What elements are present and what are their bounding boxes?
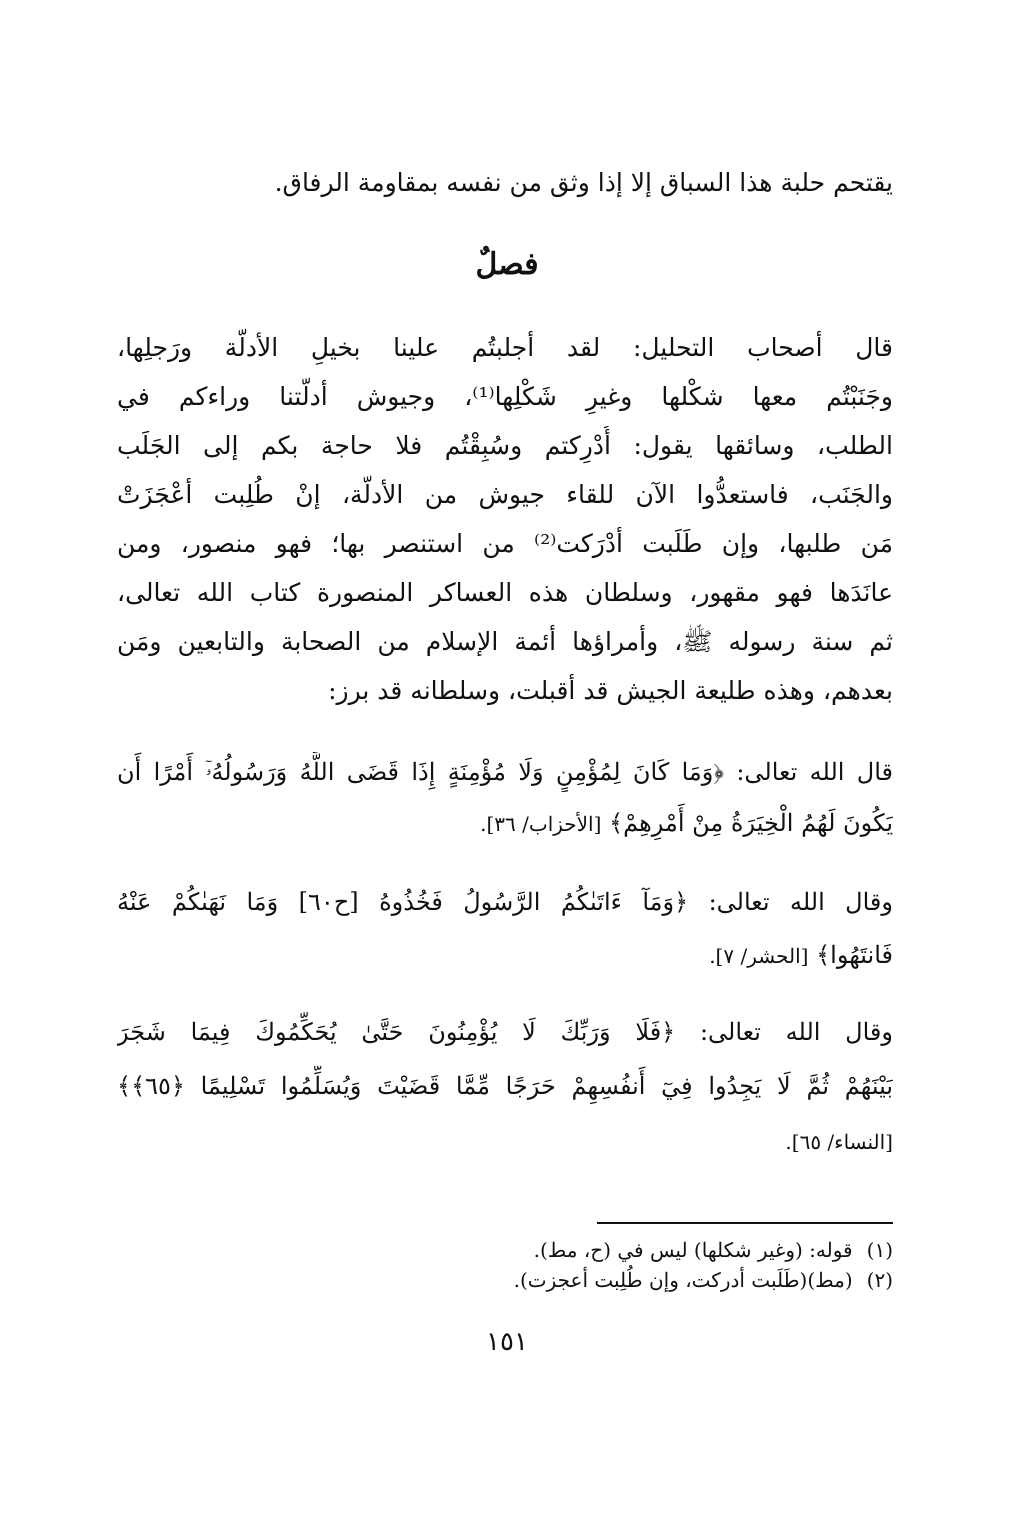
paragraph-line: الطلب، وسائقها يقول: أُدْرِكتم وسُبِقْتُم فلا حاجة بكم إلى الجَلَب <box>117 431 893 460</box>
verse-reference: [الحشر/ ٧]. <box>709 944 809 968</box>
verse-line <box>117 803 893 844</box>
paragraph-line: بعدهم، وهذه طليعة الجيش قد أقبلت، وسلطانه قد برز: <box>328 676 893 705</box>
verse-line: قال الله تعالى: ﴿وَمَا كَانَ لِمُؤْمِنٍ وَلَا مُؤْمِنَةٍ إِذَا قَضَى اللَّهُ وَرَسُولُهُۥٓ أَمْرًا أَن <box>117 758 893 786</box>
paragraph-line: وجَنَبْتُم معها شكْلها وغيرِ شَكْلِها⁽¹⁾، وجيوش أدلَّتنا وراءكم في <box>117 382 893 411</box>
paragraph-line: عانَدَها فهو مقهور، وسلطان هذه العساكر المنصورة كتاب الله تعالى، <box>117 578 893 607</box>
paragraph-line: ثم سنة رسوله ﷺ، وأمراؤها أئمة الإسلام من الصحابة والتابعين ومَن <box>117 627 893 656</box>
verse-line <box>117 935 893 976</box>
verse-line: بَيْنَهُمْ ثُمَّ لَا يَجِدُوا فِيٓ أَنفُسِهِمْ حَرَجًا مِّمَّا قَضَيْتَ وَيُسَلِّمُوا تَسْلِيمًا ﴿٦٥﴾﴾ <box>117 1072 893 1100</box>
footnote-divider <box>597 1222 893 1224</box>
paragraph-line: مَن طلبها، وإن طَلَبت أدْرَكت⁽²⁾ من استنصر بها؛ فهو منصور، ومن <box>117 529 893 558</box>
section-heading: فصلٌ <box>475 247 539 282</box>
footnote <box>534 1235 893 1265</box>
intro-line: يقتحم حلبة هذا السباق إلا إذا وثق من نفسه بمقاومة الرفاق. <box>274 168 893 197</box>
paragraph-line: قال أصحاب التحليل: لقد أجلبتُم علينا بخيلِ الأدلَّة ورَجلِها، <box>117 333 893 362</box>
verse-reference: [الأحزاب/ ٣٦]. <box>480 812 602 836</box>
verse-text: فَانتَهُوا﴾ <box>816 941 893 969</box>
footnote-text: (مط)(طَلَبت أدركت، وإن طُلِبت أعجزت). <box>513 1268 853 1292</box>
verse-text: يَكُونَ لَهُمُ الْخِيَرَةُ مِنْ أَمْرِهِمْ﴾ <box>609 809 893 837</box>
footnote-text: قوله: (وغير شكلها) ليس في (ح، مط). <box>533 1238 853 1262</box>
page-number: ١٥١ <box>486 1327 528 1357</box>
verse-line <box>117 1121 893 1162</box>
verse-line: وقال الله تعالى: ﴿فَلَا وَرَبِّكَ لَا يُؤْمِنُونَ حَتَّىٰ يُحَكِّمُوكَ فِيمَا شَجَرَ <box>117 1018 893 1046</box>
verse-line: وقال الله تعالى: ﴿وَمَآ ءَاتَىٰكُمُ الرَّسُولُ فَخُذُوهُ [ح٦٠] وَمَا نَهَىٰكُمْ عَنْهُ <box>117 888 893 916</box>
verse-reference: [النساء/ ٦٥]. <box>785 1130 893 1154</box>
paragraph-line: والجَنَب، فاستعدُّوا الآن للقاء جيوش من الأدلَّة، إنْ طُلِبت أعْجَزَتْ <box>117 480 893 509</box>
footnote-number: (٢) <box>866 1268 893 1292</box>
footnote <box>514 1265 893 1295</box>
footnote-number: (١) <box>866 1238 893 1262</box>
